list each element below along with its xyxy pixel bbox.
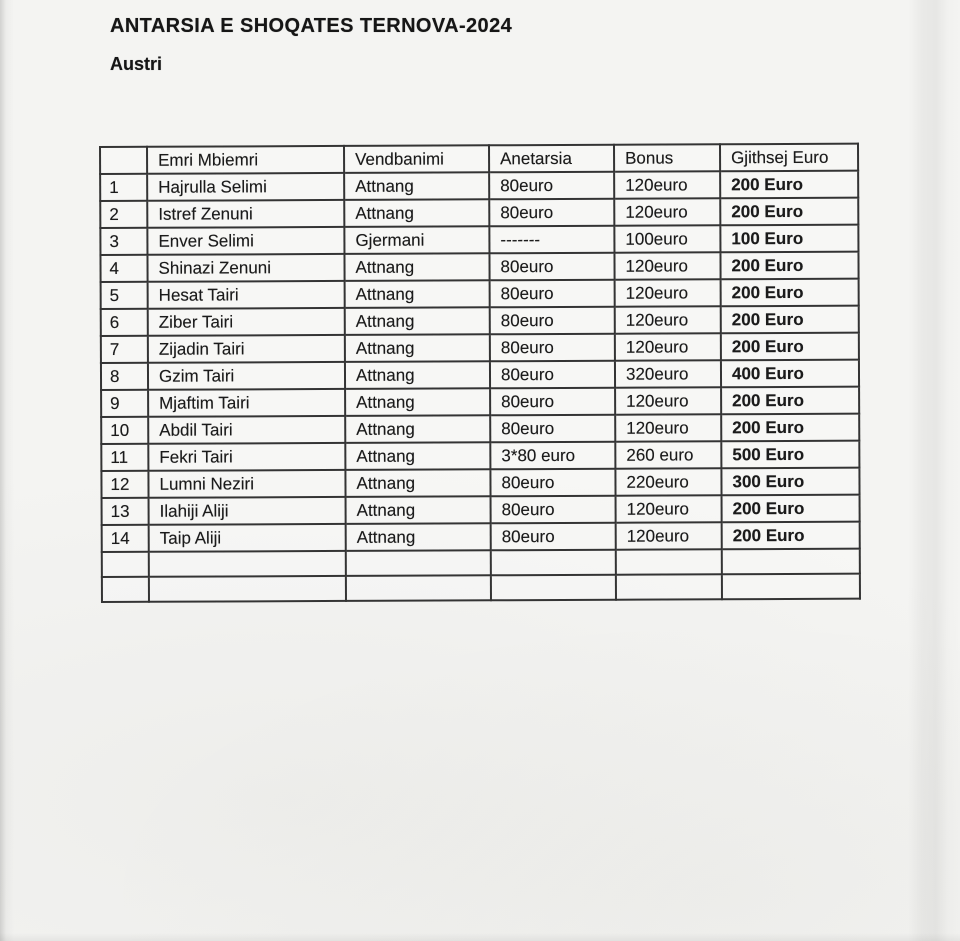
table-cell — [722, 549, 860, 575]
table-cell: 80euro — [490, 361, 615, 389]
table-cell: 3*80 euro — [490, 442, 615, 470]
table-cell: 12 — [101, 471, 148, 498]
table-cell: 3 — [100, 228, 147, 255]
table-cell: Gzim Tairi — [148, 362, 345, 390]
table-cell: 80euro — [490, 334, 615, 362]
table-cell: Zijadin Tairi — [148, 335, 345, 363]
table-cell: 2 — [100, 201, 147, 228]
table-cell: 400 Euro — [721, 360, 859, 388]
table-row — [101, 414, 859, 444]
table-row — [101, 441, 859, 471]
table-cell: Enver Selimi — [147, 227, 344, 255]
table-cell: 80euro — [490, 307, 615, 335]
table-cell: Attnang — [345, 307, 490, 335]
table-cell: 7 — [101, 336, 148, 363]
table-cell: Attnang — [345, 361, 490, 389]
table-cell: 200 Euro — [721, 387, 859, 415]
table-row — [101, 387, 859, 417]
table-cell: 200 Euro — [721, 333, 859, 361]
document-title: ANTARSIA E SHOQATES TERNOVA-2024 — [110, 15, 513, 38]
table-cell: 80euro — [491, 523, 616, 551]
table-row — [102, 495, 860, 525]
table-cell — [491, 575, 616, 601]
table-cell: 120euro — [616, 495, 722, 522]
table-cell: 120euro — [615, 279, 721, 306]
table-cell: Ilahiji Aliji — [149, 497, 346, 525]
table-cell: Attnang — [345, 415, 490, 443]
table-cell: 80euro — [489, 199, 614, 227]
table-cell: 200 Euro — [721, 414, 859, 442]
table-cell: 8 — [101, 363, 148, 390]
empty-table-row — [102, 574, 860, 602]
column-header — [100, 147, 147, 174]
members-table-wrapper — [99, 143, 861, 603]
table-cell: 120euro — [616, 522, 722, 549]
members-table — [99, 143, 861, 603]
table-cell: Attnang — [344, 199, 489, 227]
table-row — [101, 468, 859, 498]
table-cell: 14 — [102, 525, 149, 552]
table-cell: 13 — [102, 498, 149, 525]
table-cell: Attnang — [345, 388, 490, 416]
table-cell: 80euro — [490, 415, 615, 443]
table-cell: 120euro — [615, 414, 721, 441]
table-cell: 6 — [101, 309, 148, 336]
table-row — [101, 306, 859, 336]
table-cell: 80euro — [491, 496, 616, 524]
empty-table-row — [102, 549, 860, 577]
table-row — [100, 252, 858, 282]
table-row — [100, 225, 858, 255]
table-cell: 80euro — [490, 388, 615, 416]
table-row — [101, 360, 859, 390]
table-cell: 80euro — [490, 280, 615, 308]
table-cell: Abdil Tairi — [148, 416, 345, 444]
table-cell: Attnang — [345, 442, 490, 470]
table-cell: 120euro — [614, 252, 720, 279]
table-cell — [616, 574, 722, 599]
table-cell: 200 Euro — [722, 522, 860, 550]
table-cell: 120euro — [615, 306, 721, 333]
table-cell: 200 Euro — [720, 198, 858, 226]
table-cell: 100 Euro — [720, 225, 858, 253]
table-cell: 200 Euro — [721, 279, 859, 307]
table-cell: Istref Zenuni — [147, 200, 344, 228]
table-cell: 500 Euro — [721, 441, 859, 469]
table-cell: Mjaftim Tairi — [148, 389, 345, 417]
table-cell: Ziber Tairi — [148, 308, 345, 336]
table-cell — [149, 576, 346, 602]
table-cell: Attnang — [345, 334, 490, 362]
column-header: Emri Mbiemri — [147, 146, 344, 174]
table-cell: 120euro — [614, 198, 720, 225]
table-cell: Taip Aliji — [149, 524, 346, 552]
table-cell — [149, 551, 346, 577]
column-header: Bonus — [614, 144, 720, 171]
table-cell: Fekri Tairi — [148, 443, 345, 471]
table-cell: 9 — [101, 390, 148, 417]
table-cell: 5 — [101, 282, 148, 309]
document-subtitle: Austri — [110, 54, 163, 74]
table-cell — [722, 574, 860, 600]
table-cell: 320euro — [615, 360, 721, 387]
table-cell: Shinazi Zenuni — [147, 254, 344, 282]
table-cell: 200 Euro — [721, 306, 859, 334]
table-cell: 220euro — [615, 468, 721, 495]
table-cell: Attnang — [344, 253, 489, 281]
table-cell — [346, 550, 491, 576]
table-cell: 200 Euro — [722, 495, 860, 523]
table-row — [100, 171, 858, 201]
table-cell: 1 — [100, 174, 147, 201]
table-cell — [616, 549, 722, 574]
table-cell — [346, 575, 491, 601]
table-cell: 120euro — [615, 333, 721, 360]
table-row — [102, 522, 860, 552]
table-cell: Attnang — [345, 280, 490, 308]
table-cell — [491, 550, 616, 576]
table-cell: Hajrulla Selimi — [147, 173, 344, 201]
table-cell: 120euro — [615, 387, 721, 414]
table-cell: 11 — [101, 444, 148, 471]
table-cell: 120euro — [614, 171, 720, 198]
table-cell: Attnang — [344, 172, 489, 200]
table-cell: 80euro — [489, 253, 614, 281]
table-cell: Attnang — [346, 523, 491, 551]
column-header: Gjithsej Euro — [720, 144, 858, 172]
table-cell — [102, 577, 149, 602]
table-cell: Hesat Tairi — [148, 281, 345, 309]
table-cell: 300 Euro — [721, 468, 859, 496]
table-cell — [102, 552, 149, 577]
table-cell: 80euro — [489, 172, 614, 200]
column-header: Vendbanimi — [344, 145, 489, 173]
table-row — [101, 279, 859, 309]
table-cell: Lumni Neziri — [148, 470, 345, 498]
table-body — [100, 171, 860, 602]
column-header: Anetarsia — [489, 145, 614, 173]
table-cell: 200 Euro — [720, 171, 858, 199]
table-cell: ------- — [489, 226, 614, 254]
table-cell: 200 Euro — [720, 252, 858, 280]
table-header-row — [100, 144, 858, 174]
table-cell: 80euro — [490, 469, 615, 497]
table-row — [100, 198, 858, 228]
table-cell: 4 — [100, 255, 147, 282]
table-cell: 100euro — [614, 225, 720, 252]
table-cell: Gjermani — [344, 226, 489, 254]
table-cell: 260 euro — [615, 441, 721, 468]
table-cell: Attnang — [345, 469, 490, 497]
table-cell: 10 — [101, 417, 148, 444]
table-row — [101, 333, 859, 363]
table-cell: Attnang — [346, 496, 491, 524]
